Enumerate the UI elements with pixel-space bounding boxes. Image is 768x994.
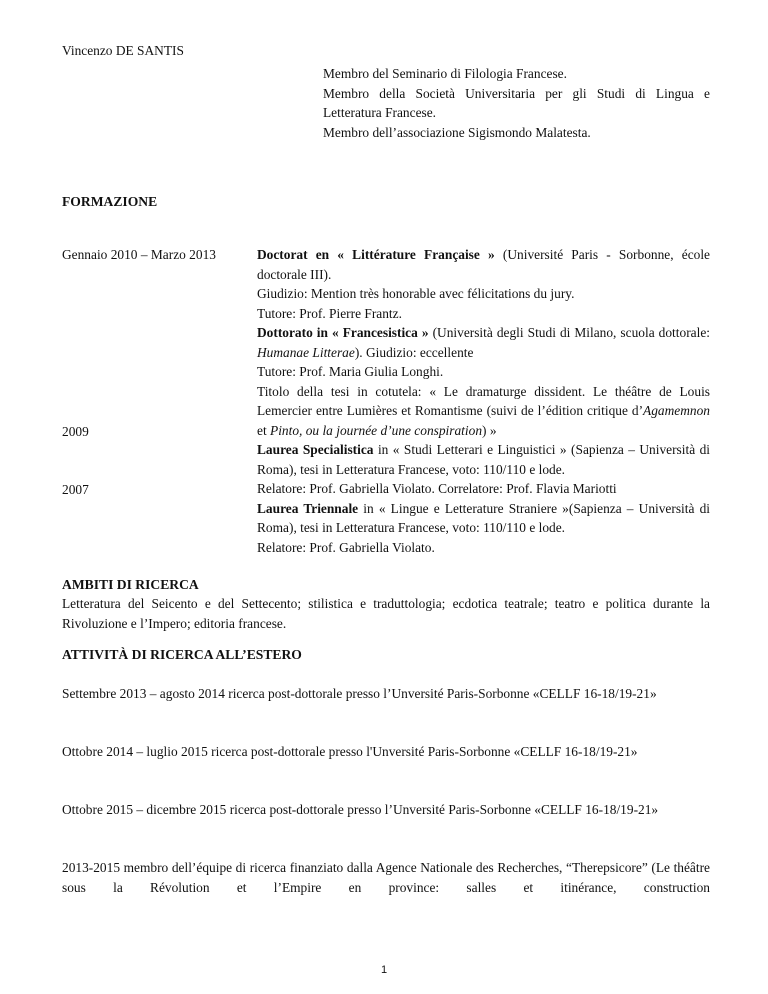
author-name: Vincenzo DE SANTIS [62,43,184,58]
thesis-title: Titolo della tesi in cotutela: « Le dramaturge dissident. Le théâtre de Louis Lemercier entre Lumières et Romantisme (suivi de l’édition critique d’Agamemnon et Pinto, ou la journée d’une conspiration) » [257,383,710,438]
education-entries [257,245,710,557]
doctorat-tutore: Tutore: Prof. Pierre Frantz. [257,305,402,321]
laurea-triennale-entry: Laurea Triennale in « Lingue e Letterature Straniere »(Sapienza – Università di Roma), tesi in Letteratura Francese, voto: 110/110 e lode. [257,500,710,535]
research-item: Settembre 2013 – agosto 2014 ricerca post-dottorale presso l’Unversité Paris-Sorbonne «CELLF 16-18/19-21» [62,686,657,701]
research-item: Ottobre 2014 – luglio 2015 ricerca post-dottorale presso l'Unversité Paris-Sorbonne «CELLF 16-18/19-21» [62,744,638,759]
affiliations [323,64,710,142]
research-item: Ottobre 2015 – dicembre 2015 ricerca post-dottorale presso l’Unversité Paris-Sorbonne «CELLF 16-18/19-21» [62,802,659,817]
affiliation-3: Membro dell’associazione Sigismondo Malatesta. [323,124,591,140]
laurea-triennale-relatore: Relatore: Prof. Gabriella Violato. [257,539,435,555]
laurea-triennale-title: Laurea Triennale [257,500,359,516]
section-heading-attivita: ATTIVITÀ DI RICERCA ALL’ESTERO [62,647,302,662]
laurea-specialistica-title: Laurea Specialistica [257,442,374,457]
date-laurea-triennale: 2007 [62,482,89,497]
laurea-specialistica-relatore: Relatore: Prof. Gabriella Violato. Correlatore: Prof. Flavia Mariotti [257,481,617,496]
research-item: 2013-2015 membro dell’équipe di ricerca finanziato dalla Agence Nationale des Recherches, “Therepsicore” (Le théâtre sous la Révolution et l’Empire en province: salles et itinérance, construction [62,860,710,895]
affiliation-2: Membro della Società Universitaria per gli Studi di Lingua e Letteratura Francese. [323,85,710,120]
date-doctorat: Gennaio 2010 – Marzo 2013 [62,247,216,262]
laurea-specialistica-entry: Laurea Specialistica in « Studi Letterari e Linguistici » (Sapienza – Università di Roma), tesi in Letteratura Francese, voto: 110/110 e lode. [257,442,710,477]
ambiti-text: Letteratura del Seicento e del Settecento; stilistica e traduttologia; ecdotica teatrale; teatro e politica durante la Rivoluzione e l’Impero; editoria francese. [62,596,710,631]
date-laurea-specialistica: 2009 [62,424,89,439]
doctorat-giudizio: Giudizio: Mention très honorable avec félicitations du jury. [257,286,575,301]
page-number: 1 [380,964,388,976]
affiliation-1: Membro del Seminario di Filologia Francese. [323,66,567,81]
doctorat-title: Doctorat en « Littérature Française » [257,247,495,262]
section-heading-formazione: FORMAZIONE [62,194,158,209]
dottorato-entry: Dottorato in « Francesistica » (Università degli Studi di Milano, scuola dottorale: Humanae Litterae). Giudizio: eccellente [257,325,710,360]
doctorat-entry: Doctorat en « Littérature Française » (Université Paris - Sorbonne, école doctorale III). [257,247,710,282]
dottorato-title: Dottorato in « Francesistica » [257,325,429,340]
section-heading-ambiti: AMBITI DI RICERCA [62,577,199,592]
dottorato-tutore: Tutore: Prof. Maria Giulia Longhi. [257,364,444,379]
